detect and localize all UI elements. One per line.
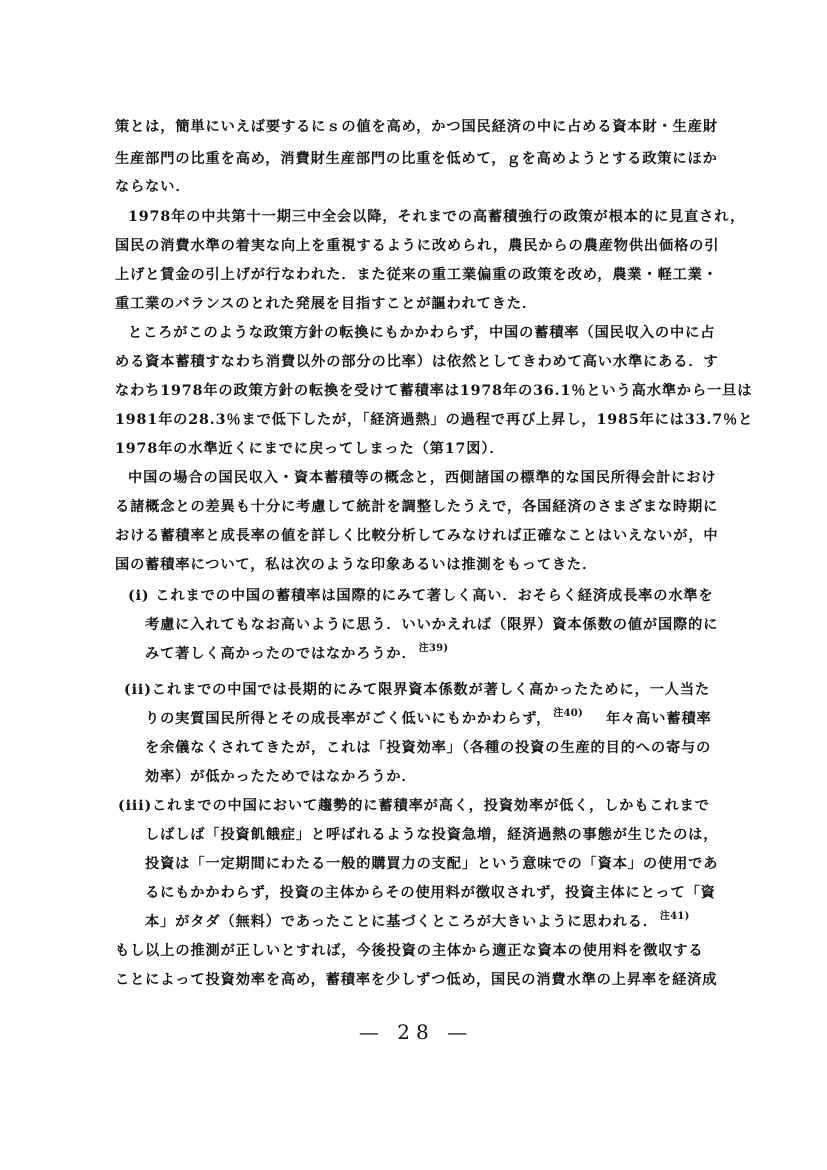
text-line-16: 国の蓄積率について，私は次のような印象あるいは推測をもってきた． xyxy=(115,557,598,573)
text-line-5: 国民の消費水準の着実な向上を重視するように改められ，農民からの農産物供出価格の引 xyxy=(115,238,720,254)
text-line-13: 中国の場合の国民収入・資本蓄積等の概念と，西側諸国の標準的な国民所得会計におけ xyxy=(128,470,717,486)
list-item-i-line-3 xyxy=(145,644,448,666)
list-item-i-line-2: 考慮に入れてもなお高いように思う．いいかえれば（限界）資本係数の値が国際的に xyxy=(145,617,719,633)
text-line-10: なわち1978年の政策方針の転換を受けて蓄積率は1978年の36.1％という高水準から一旦は xyxy=(115,383,753,399)
text-line-12: 1978年の水準近くにまでに戻ってしまった（第17図）． xyxy=(115,441,505,457)
text-line-14: る諸概念との差異も十分に考慮して統計を調整したうえで，各国経済のさまざまな時期に xyxy=(115,499,719,515)
text-line-8: ところがこのような政策方針の転換にもかかわらず，中国の蓄積率（国民収入の中に占 xyxy=(128,325,716,341)
list-item-iii-line-1: (iii)これまでの中国において趨勢的に蓄積率が高く，投資効率が低く，しかもこれまで xyxy=(118,798,710,814)
text-line-last-1: もし以上の推測が正しいとすれば，今後投資の主体から適正な資本の使用料を徴収する xyxy=(115,943,704,959)
list-item-ii-line-1: (ii)これまでの中国では長期的にみて限界資本係数が著しく高かったために，一人当た xyxy=(124,682,711,698)
text-line-4: 1978年の中共第十一期三中全会以降，それまでの高蓄積強行の政策が根本的に見直され， xyxy=(128,209,746,225)
list-item-i-line-1: (i) これまでの中国の蓄積率は国際的にみて著しく高い．おそらく経済成長率の水準を xyxy=(128,588,714,604)
list-item-iii-line-5 xyxy=(145,912,690,934)
text-line-1: 策とは，簡単にいえば要するにｓの値を高め，かつ国民経済の中に占める資本財・生産財 xyxy=(115,119,718,135)
list-item-ii-line-4: 効率）が低かったためではなかろうか． xyxy=(145,769,417,785)
list-item-iii-text: 本」がタダ（無料）であったことに基づくところが大きいように思われる． xyxy=(145,914,658,930)
list-item-ii-line-2-tail: 年々高い蓄積率 xyxy=(606,711,712,727)
list-item-iii-line-3: 投資は「一定期間にわたる一般的購買力の支配」という意味での「資本」の使用であ xyxy=(145,856,719,872)
list-item-i-text: みて著しく高かったのではなかろうか． xyxy=(145,646,417,662)
text-line-7: 重工業のバランスのとれた発展を目指すことが謳われてきた． xyxy=(115,296,538,312)
text-line-2: 生産部門の比重を高め，消費財生産部門の比重を低めて，ｇを高めようとする政策にほか xyxy=(115,151,718,167)
list-item-ii-line-2 xyxy=(145,709,583,731)
list-item-iii-line-2: しばしば「投資飢餓症」と呼ばれるような投資急増，経済過熱の事態が生じたのは， xyxy=(145,827,719,843)
text-line-15: おける蓄積率と成長率の値を詳しく比較分析してみなければ正確なことはいえないが，中 xyxy=(115,528,719,544)
list-item-ii-line-3: を余儀なくされてきたが，これは「投資効率」（各種の投資の生産的目的への寄与の xyxy=(145,740,712,756)
page-number: — 28 — xyxy=(358,1020,474,1044)
footnote-ref-41: 注41) xyxy=(659,911,690,922)
text-line-3: ならない． xyxy=(115,179,191,195)
footnote-ref-40: 注40) xyxy=(553,708,584,719)
text-line-9: める資本蓄積すなわち消費以外の部分の比率）は依然としてきわめて高い水準にある．す xyxy=(115,354,719,370)
text-line-11: 1981年の28.3％まで低下したが，「経済過熱」の過程で再び上昇し，1985年には33.7％と xyxy=(115,412,754,428)
list-item-iii-line-4: るにもかかわらず，投資の主体からその使用料が徴収されず，投資主体にとって「資 xyxy=(145,885,716,901)
footnote-ref-39: 注39) xyxy=(418,643,449,654)
text-line-6: 上げと賃金の引上げが行なわれた．また従来の重工業偏重の政策を改め，農業・軽工業・ xyxy=(115,267,718,283)
text-line-last-2: ことによって投資効率を高め，蓄積率を少しずつ低め，国民の消費水準の上昇率を経済成 xyxy=(115,972,718,988)
list-item-ii-text: りの実質国民所得とその成長率がごく低いにもかかわらず， xyxy=(145,711,552,727)
